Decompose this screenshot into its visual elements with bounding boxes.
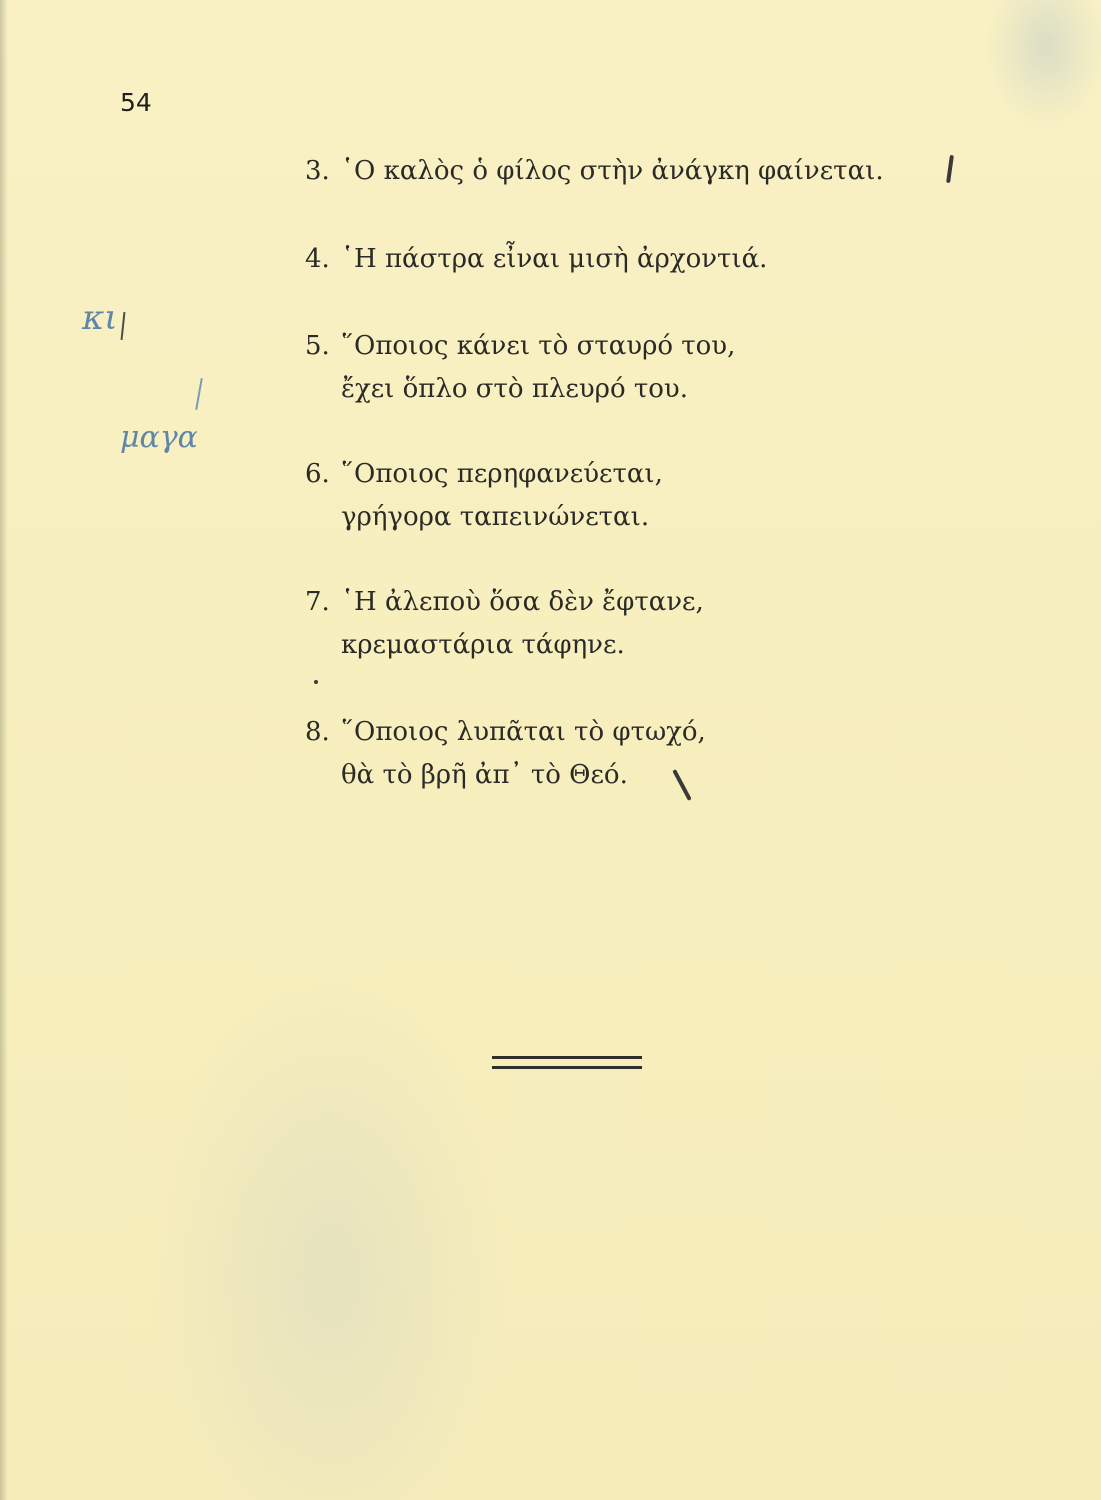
handwritten-margin-note: κι <box>82 298 118 338</box>
proverb-line: ῾Η πάστρα εἶναι μισὴ ἀρχοντιά. <box>341 244 768 274</box>
proverb-8 <box>305 711 706 797</box>
section-divider-line <box>492 1056 642 1059</box>
proverb-continuation: γρήγορα ταπεινώνεται. <box>341 502 650 532</box>
proverb-number: 6. <box>305 459 330 489</box>
proverb-3 <box>305 150 884 193</box>
proverb-line: ῞Οποιος λυπᾶται τὸ φτωχό, <box>341 717 706 747</box>
proverb-line: ῾Η ἀλεπoὺ ὅσα δὲν ἔφτανε, <box>341 587 704 617</box>
proverb-continuation: κρεμαστάρια τάφηνε. <box>341 630 625 660</box>
proverb-number: 5. <box>305 331 330 361</box>
proverb-5 <box>305 325 735 411</box>
pencil-stroke <box>195 378 203 410</box>
pencil-check-mark <box>946 155 954 183</box>
proverb-4 <box>305 238 767 281</box>
page-number: 54 <box>120 88 152 117</box>
proverb-number: 3. <box>305 156 330 186</box>
proverb-7 <box>305 581 704 667</box>
handwritten-margin-note: μαγα <box>120 420 198 455</box>
pencil-stroke <box>121 312 126 340</box>
proverb-line: ῞Οποιος κάνει τὸ σταυρό του, <box>341 331 736 361</box>
proverb-6 <box>305 453 663 539</box>
proverb-line: ῾Ο καλὸς ὁ φίλος στὴν ἀνάγκη φαίνεται. <box>341 156 884 186</box>
proverb-number: 7. <box>305 587 330 617</box>
proverb-number: 4. <box>305 244 330 274</box>
proverb-continuation: ἔχει ὅπλο στὸ πλευρό του. <box>341 374 688 404</box>
page-edge-shadow <box>0 0 8 1500</box>
proverb-line: ῞Οποιος περηφανεύεται, <box>341 459 663 489</box>
proverb-continuation: θὰ τὸ βρῆ ἀπ᾽ τὸ Θεό. <box>341 760 628 790</box>
ink-dot <box>314 680 318 684</box>
section-divider-line <box>492 1066 642 1069</box>
proverb-number: 8. <box>305 717 330 747</box>
